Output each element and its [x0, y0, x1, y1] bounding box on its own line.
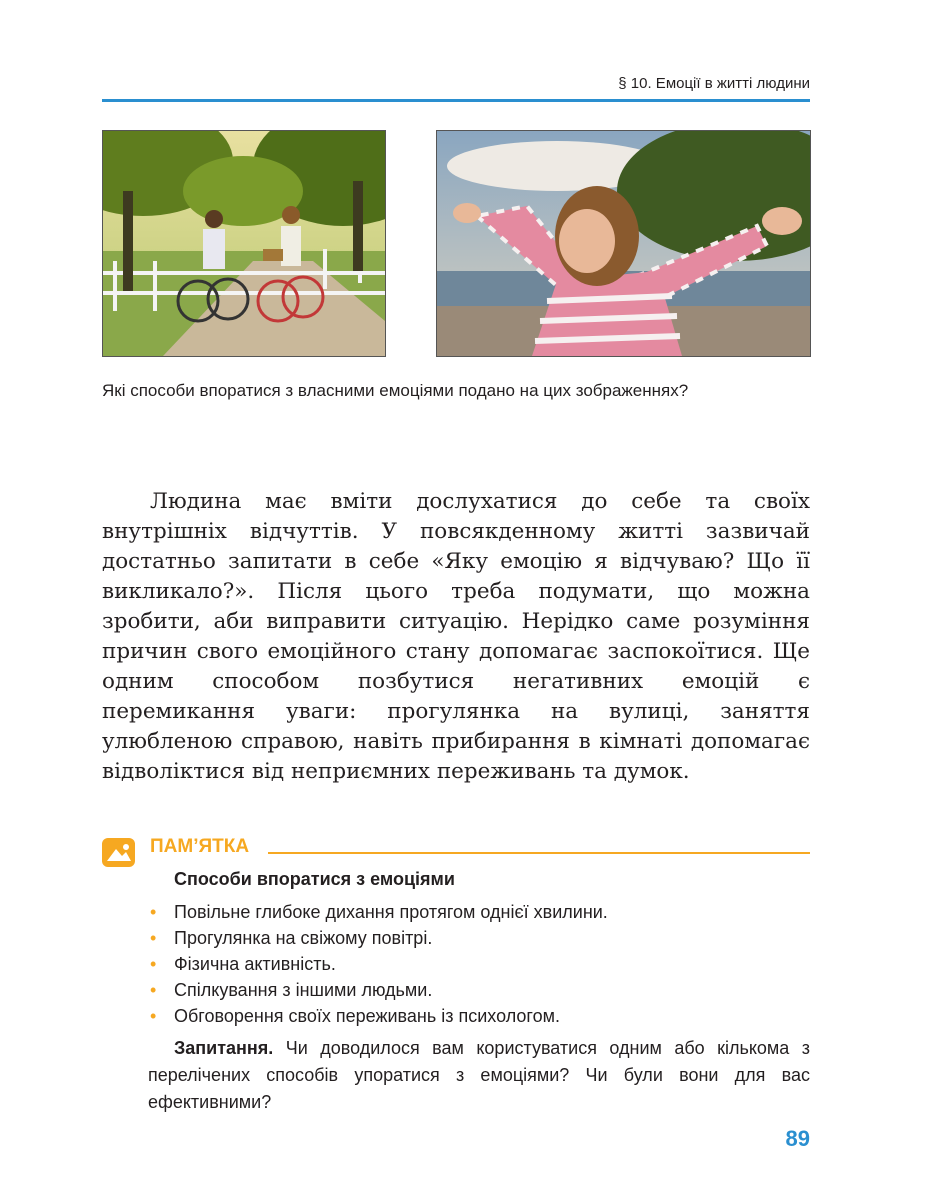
list-item: • Повільне глибоке дихання протягом однієї хвилини.: [148, 899, 608, 925]
memo-icon: [102, 838, 135, 867]
header-divider: [102, 99, 810, 102]
memo-label: ПАМ’ЯТКА: [150, 836, 250, 857]
image-caption: Які способи впоратися з власними емоціями подано на цих зображеннях?: [102, 381, 689, 400]
bullet-icon: •: [150, 902, 157, 922]
list-item: • Обговорення своїх переживань із психологом.: [148, 1003, 608, 1029]
list-item: • Фізична активність.: [148, 951, 608, 977]
cyclists-photo: [102, 130, 386, 357]
memo-list: [148, 899, 608, 1029]
question-paragraph: [148, 1035, 810, 1116]
list-item: • Спілкування з іншими людьми.: [148, 977, 608, 1003]
memo-divider: [268, 852, 810, 854]
list-item: • Прогулянка на свіжому повітрі.: [148, 925, 608, 951]
bullet-icon: •: [150, 954, 157, 974]
bullet-icon: •: [150, 1006, 157, 1026]
question-label: Запитання.: [174, 1038, 274, 1058]
memo-heading: Способи впоратися з емоціями: [174, 869, 455, 889]
section-title: § 10. Емоції в житті людини: [618, 75, 810, 92]
bullet-icon: •: [150, 928, 157, 948]
question-text: Чи доводилося вам користуватися одним або кількома з перелічених способів упоратися з емоціями? Чи були вони для вас ефективними?: [148, 1038, 810, 1112]
main-paragraph: Людина має вміти дослухатися до себе та своїх внутрішніх відчуттів. У повсякденному житті зазвичай достатньо запитати в себе «Яку емоцію я відчуваю? Що її викликало?». Після цього треба подумати, що можна зробити, аби виправити ситуацію. Нерідко саме розуміння причин свого емоційного стану допомагає заспокоїтися. Ще одним способом позбутися негативних емоцій є перемикання уваги: прогулянка на вулиці, заняття улюбленою справою, навіть прибирання в кімнаті допомагає відволіктися від неприємних переживань та думок.: [102, 489, 810, 784]
page-number: 89: [785, 1126, 810, 1151]
bullet-icon: •: [150, 980, 157, 1000]
girl-arms-open-photo: [436, 130, 811, 357]
